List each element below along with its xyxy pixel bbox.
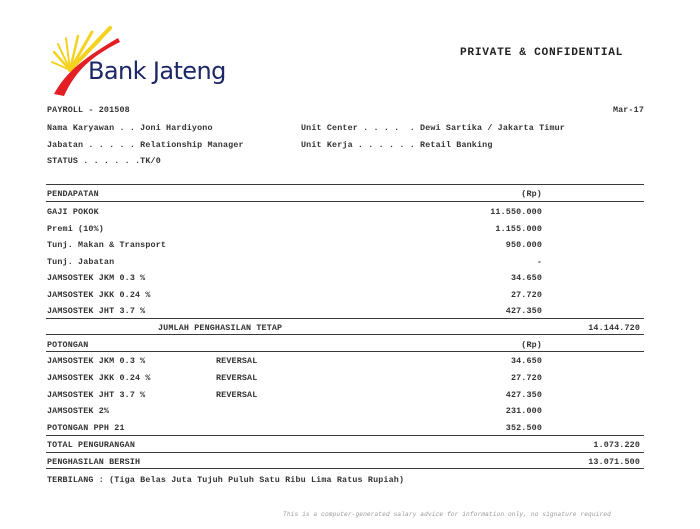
footer-disclaimer: This is a computer-generated salary advice for information only, no signature required — [283, 511, 611, 518]
deductions-total-amount: 1.073.220 — [593, 440, 640, 450]
income-row-label: JAMSOSTEK JHT 3.7 % — [47, 306, 146, 316]
deduction-row-amount: 27.720 — [510, 373, 542, 383]
net-income-label: PENGHASILAN BERSIH — [47, 457, 141, 467]
divider — [46, 435, 644, 436]
divider — [46, 468, 644, 469]
income-row-amount: 34.650 — [510, 273, 542, 283]
unit-kerja: Unit Kerja . . . . . . Retail Banking — [301, 140, 493, 150]
divider — [46, 351, 644, 352]
income-row-amount: 950.000 — [505, 240, 542, 250]
deduction-row-note: REVERSAL — [216, 390, 258, 400]
income-row-label: Premi (10%) — [47, 224, 104, 234]
deduction-row-amount: 231.000 — [505, 406, 542, 416]
deduction-row-label: JAMSOSTEK JKK 0.24 % — [47, 373, 151, 383]
deduction-row-amount: 34.650 — [510, 356, 542, 366]
deduction-row-amount: 352.500 — [505, 423, 542, 433]
income-row-label: GAJI POKOK — [47, 207, 99, 217]
income-row-label: JAMSOSTEK JKM 0.3 % — [47, 273, 146, 283]
income-currency-header: (Rp) — [521, 189, 542, 199]
divider — [46, 452, 644, 453]
income-total-label: JUMLAH PENGHASILAN TETAP — [158, 323, 283, 333]
income-row-label: JAMSOSTEK JKK 0.24 % — [47, 290, 151, 300]
deductions-currency-header: (Rp) — [521, 340, 542, 350]
employee-position: Jabatan . . . . . Relationship Manager — [47, 140, 244, 150]
deduction-row-label: POTONGAN PPH 21 — [47, 423, 125, 433]
deductions-header: POTONGAN — [47, 340, 89, 350]
divider — [46, 184, 644, 185]
deduction-row-label: JAMSOSTEK JHT 3.7 % — [47, 390, 146, 400]
divider — [46, 318, 644, 319]
income-header: PENDAPATAN — [47, 189, 99, 199]
logo-text: Bank Jateng — [88, 57, 226, 85]
employee-name: Nama Karyawan . . Joni Hardiyono — [47, 123, 213, 133]
income-row-amount: 11.550.000 — [490, 207, 542, 217]
income-row-amount: - — [536, 257, 542, 267]
amount-in-words: TERBILANG : (Tiga Belas Juta Tujuh Puluh Satu Ribu Lima Ratus Rupiah) — [47, 475, 405, 485]
deduction-row-label: JAMSOSTEK JKM 0.3 % — [47, 356, 146, 366]
unit-center: Unit Center . . . . . Dewi Sartika / Jakarta Timur — [301, 123, 565, 133]
payroll-period: PAYROLL - 201508 — [47, 105, 130, 115]
confidential-label: PRIVATE & CONFIDENTIAL — [460, 47, 624, 59]
income-total-amount: 14.144.720 — [588, 323, 640, 333]
divider — [46, 334, 644, 335]
income-row-amount: 1.155.000 — [495, 224, 542, 234]
payslip-date: Mar-17 — [612, 105, 644, 115]
deduction-row-label: JAMSOSTEK 2% — [47, 406, 110, 416]
net-income-amount: 13.071.500 — [588, 457, 640, 467]
bank-jateng-logo — [48, 22, 238, 100]
income-row-amount: 27.720 — [510, 290, 542, 300]
deductions-total-label: TOTAL PENGURANGAN — [47, 440, 135, 450]
income-row-label: Tunj. Makan & Transport — [47, 240, 167, 250]
deduction-row-amount: 427.350 — [505, 390, 542, 400]
deduction-row-note: REVERSAL — [216, 373, 258, 383]
income-row-amount: 427.350 — [505, 306, 542, 316]
employee-status: STATUS . . . . . .TK/0 — [47, 156, 161, 166]
income-row-label: Tunj. Jabatan — [47, 257, 115, 267]
deduction-row-note: REVERSAL — [216, 356, 258, 366]
divider — [46, 201, 644, 202]
